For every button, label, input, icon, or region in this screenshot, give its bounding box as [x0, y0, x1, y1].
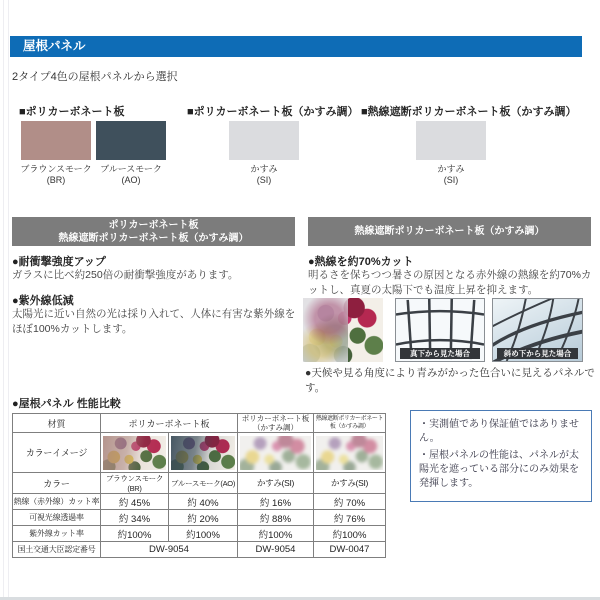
header-material: 材質: [13, 414, 101, 433]
cert-value: DW-9054: [101, 542, 238, 558]
feature-uv-title: ●紫外線低減: [12, 295, 74, 307]
feature-heatcut-body: 明るさを保ちつつ暑さの原因となる赤外線の熱線を約70%カットし、真夏の太陽下でも温度上昇を抑えます。: [308, 269, 592, 296]
flower-image-kasumi-2: [316, 436, 383, 470]
swatch-code: (BR): [46, 175, 66, 185]
table-row-uv-cut: [13, 526, 386, 542]
table-row-visible-light: [13, 510, 386, 526]
visible-light-value: 約 76%: [314, 510, 386, 526]
roof-view-below-image: [395, 298, 485, 362]
angle-note: ●天候や見る角度により青みがかった色合いに見えるパネルです。: [305, 367, 595, 394]
color-name-cell: かすみ(SI): [238, 473, 314, 494]
caption-view-diagonal: 斜め下から見た場合: [497, 348, 578, 359]
swatch-label-blue-smoke: [86, 164, 176, 186]
uv-cut-value: 約100%: [238, 526, 314, 542]
roof-view-diagonal-image: [492, 298, 583, 362]
feature-header-left-line1: ポリカーボネート板: [108, 219, 199, 231]
comparison-title: ●屋根パネル 性能比較: [12, 398, 121, 410]
visible-light-value: 約 20%: [169, 510, 238, 526]
header-heatblock-kasumi: 熱線遮断ポリカーボネート板（かすみ調）: [314, 414, 386, 433]
color-swatch-blue-smoke: [96, 121, 166, 160]
swatch-name: かすみ: [437, 164, 465, 174]
frosted-glass-overlay: [303, 298, 348, 362]
cert-value: DW-9054: [238, 542, 314, 558]
visible-light-value: 約 88%: [238, 510, 314, 526]
color-swatch-kasumi-1: [229, 121, 299, 160]
section-title-bar: [10, 36, 582, 57]
feature-header-left: [12, 217, 295, 246]
row-label-visible-light: 可視光線透過率: [13, 510, 101, 526]
feature-uv-body: 太陽光に近い自然の光は採り入れて、人体に有害な紫外線をほぼ100%カットします。: [12, 308, 296, 335]
table-row-color: [13, 473, 386, 494]
feature-impact-body: ガラスに比べ約250倍の耐衝撃強度があります。: [12, 269, 239, 281]
table-row-heat-cut: [13, 494, 386, 510]
page-left-edge-line2: [8, 0, 9, 600]
swatch-label-kasumi-2: [406, 164, 496, 186]
header-poly-kasumi: ポリカーボネート板（かすみ調）: [238, 414, 314, 433]
uv-cut-value: 約100%: [314, 526, 386, 542]
swatch-label-kasumi-1: [219, 164, 309, 186]
flower-image-brown-tint: [103, 436, 166, 470]
flower-image-blue-tint: [171, 436, 235, 470]
color-name-cell: かすみ(SI): [314, 473, 386, 494]
feature-header-left-line2: 熱線遮断ポリカーボネート板（かすみ調）: [58, 232, 249, 244]
swatch-name: かすみ: [250, 164, 278, 174]
swatch-code: (SI): [256, 175, 272, 185]
heat-cut-value: 約 45%: [101, 494, 169, 510]
type-heading-polycarbonate: ■ポリカーボネート板: [19, 106, 125, 118]
note-box: [410, 410, 592, 502]
performance-table: [12, 413, 386, 558]
feature-heatcut-title: ●熱線を約70%カット: [308, 256, 414, 268]
feature-header-right: [308, 217, 591, 246]
heat-cut-value: 約 40%: [169, 494, 238, 510]
intro-text: 2タイプ4色の屋根パネルから選択: [12, 71, 178, 83]
uv-cut-value: 約100%: [169, 526, 238, 542]
color-name-cell: ブラウンスモーク(BR): [101, 473, 169, 494]
flower-image-kasumi-1: [240, 436, 311, 470]
heat-cut-value: 約 70%: [314, 494, 386, 510]
color-image-kasumi-2: [314, 433, 386, 473]
row-label-heat-cut: 熱線（赤外線）カット率: [13, 494, 101, 510]
uv-cut-value: 約100%: [101, 526, 169, 542]
color-name-cell: ブルースモーク(AO): [169, 473, 238, 494]
color-swatch-kasumi-2: [416, 121, 486, 160]
header-polycarbonate: ポリカーボネート板: [101, 414, 238, 433]
heat-cut-value: 約 16%: [238, 494, 314, 510]
color-swatch-brown-smoke: [21, 121, 91, 160]
frosted-bouquet-photo: [303, 298, 383, 362]
table-row-cert: [13, 542, 386, 558]
page-title: 屋根パネル: [23, 39, 86, 53]
type-heading-polycarbonate-kasumi: ■ポリカーボネート板（かすみ調）: [187, 106, 359, 118]
swatch-code: (SI): [443, 175, 459, 185]
caption-view-below: 真下から見た場合: [400, 348, 480, 359]
swatch-code: (AO): [121, 175, 141, 185]
feature-header-right-line: 熱線遮断ポリカーボネート板（かすみ調）: [354, 226, 545, 237]
swatch-name: ブルースモーク: [100, 164, 162, 174]
color-image-kasumi-1: [238, 433, 314, 473]
page-left-edge-line: [3, 0, 4, 600]
row-label-cert: 国土交通大臣認定番号: [13, 542, 101, 558]
cert-value: DW-0047: [314, 542, 386, 558]
color-image-blue: [169, 433, 238, 473]
row-label-uv-cut: 紫外線カット率: [13, 526, 101, 542]
note-line: ・実測値であり保証値ではありません。: [419, 419, 579, 444]
row-label-color-image: カラーイメージ: [13, 433, 101, 473]
feature-impact-title: ●耐衝撃強度アップ: [12, 256, 106, 268]
note-line: ・屋根パネルの性能は、パネルが太陽光を遮っている部分にのみ効果を発揮します。: [419, 450, 579, 489]
type-heading-heatblock-kasumi: ■熱線遮断ポリカーボネート板（かすみ調）: [361, 106, 577, 118]
table-header-row: [13, 414, 386, 433]
visible-light-value: 約 34%: [101, 510, 169, 526]
row-label-color: カラー: [13, 473, 101, 494]
swatch-name: ブラウンスモーク: [20, 164, 92, 174]
color-image-brown: [101, 433, 169, 473]
table-row-color-image: [13, 433, 386, 473]
